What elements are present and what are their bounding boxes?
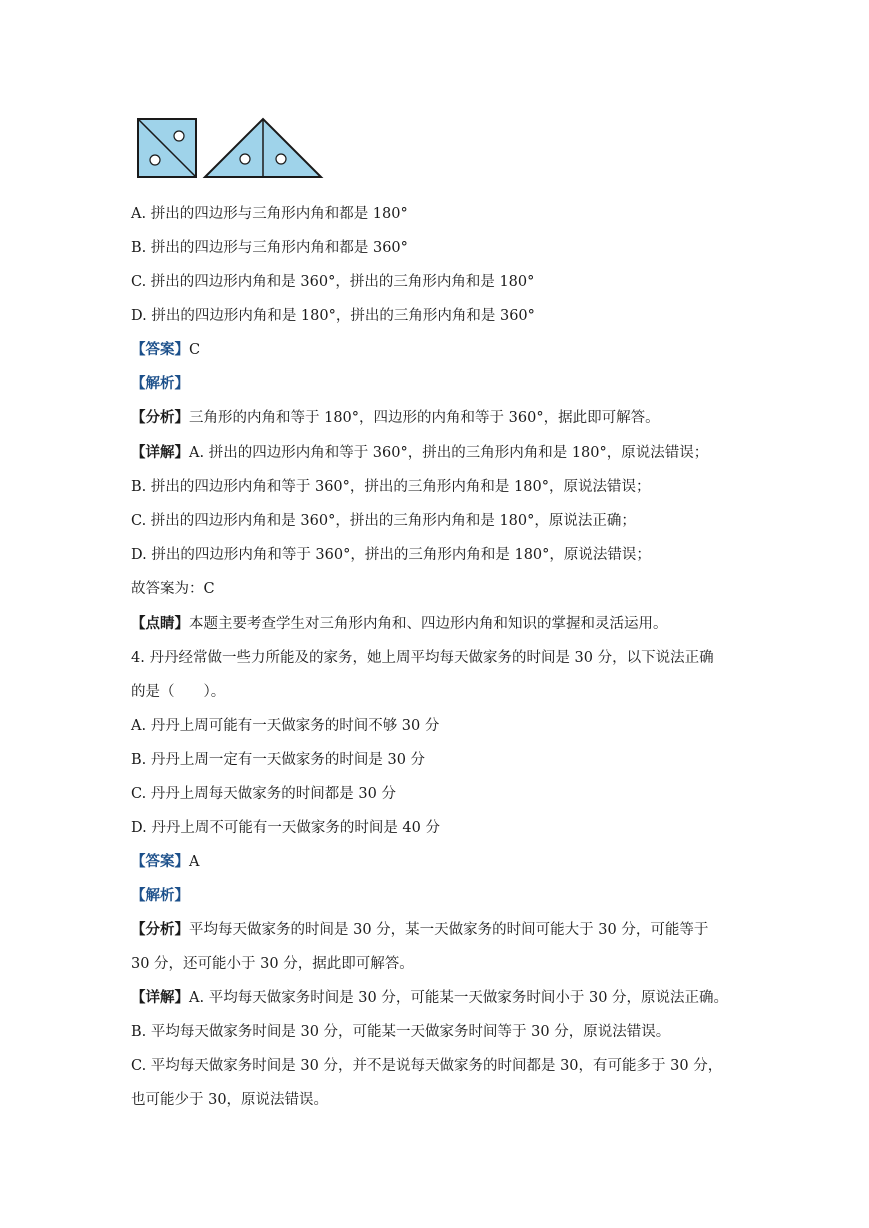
text-line	[131, 750, 425, 770]
triangle-dot-right	[276, 154, 286, 164]
line-text: B. 丹丹上周一定有一天做家务的时间是 30 分	[131, 752, 426, 768]
line-text: D. 拼出的四边形内角和等于 360°，拼出的三角形内角和是 180°，原说法错误；	[131, 547, 651, 563]
text-line	[131, 340, 200, 360]
text-line	[131, 648, 714, 668]
text-line	[131, 204, 408, 224]
square-dot-lower	[150, 155, 160, 165]
line-text: 三角形的内角和等于 180°，四边形的内角和等于 360°，据此即可解答。	[189, 410, 660, 426]
section-tag: 【分析】	[131, 921, 189, 938]
section-tag: 【点睛】	[131, 615, 189, 632]
text-line	[131, 477, 650, 497]
shapes-drawing	[133, 114, 333, 184]
text-line	[131, 408, 660, 428]
text-line	[131, 1022, 670, 1042]
line-text: 30 分，还可能小于 30 分，据此即可解答。	[131, 956, 414, 972]
section-tag: 【答案】	[131, 853, 189, 870]
text-line	[131, 1056, 722, 1076]
line-text: A	[189, 854, 200, 870]
triangle-puzzle-figure	[133, 114, 333, 184]
text-line	[131, 988, 728, 1008]
line-text: 本题主要考查学生对三角形内角和、四边形内角和知识的掌握和灵活运用。	[189, 616, 668, 632]
section-tag: 【详解】	[131, 989, 189, 1006]
line-text: 也可能少于 30，原说法错误。	[131, 1092, 329, 1108]
text-line	[131, 545, 651, 565]
line-text: 平均每天做家务的时间是 30 分，某一天做家务的时间可能大于 30 分，可能等于	[189, 922, 709, 938]
line-text: A. 拼出的四边形与三角形内角和都是 180°	[131, 206, 408, 222]
line-text: A. 平均每天做家务时间是 30 分，可能某一天做家务时间小于 30 分，原说法正确。	[189, 990, 729, 1006]
line-text: A. 丹丹上周可能有一天做家务的时间不够 30 分	[131, 718, 440, 734]
text-line	[131, 443, 708, 463]
section-tag: 【解析】	[131, 375, 189, 392]
section-tag: 【解析】	[131, 887, 189, 904]
text-line	[131, 784, 396, 804]
section-tag: 【分析】	[131, 409, 189, 426]
text-line	[131, 511, 636, 531]
section-tag: 【详解】	[131, 444, 189, 461]
text-line	[131, 818, 440, 838]
text-line	[131, 614, 668, 634]
text-line	[131, 954, 414, 974]
text-line	[131, 716, 439, 736]
text-line	[131, 374, 189, 394]
text-line	[131, 886, 189, 906]
line-text: B. 平均每天做家务时间是 30 分，可能某一天做家务时间等于 30 分，原说法错误。	[131, 1024, 671, 1040]
line-text: D. 丹丹上周不可能有一天做家务的时间是 40 分	[131, 820, 440, 836]
square-dot-upper	[174, 131, 184, 141]
line-text: 4. 丹丹经常做一些力所能及的家务，她上周平均每天做家务的时间是 30 分，以下说法正确	[131, 650, 714, 666]
triangle-dot-left	[240, 154, 250, 164]
section-tag: 【答案】	[131, 341, 189, 358]
line-text: C. 拼出的四边形内角和是 360°，拼出的三角形内角和是 180°，原说法正确；	[131, 513, 636, 529]
line-text: D. 拼出的四边形内角和是 180°，拼出的三角形内角和是 360°	[131, 308, 535, 324]
line-text: B. 拼出的四边形与三角形内角和都是 360°	[131, 240, 408, 256]
text-line	[131, 579, 215, 599]
line-text: C. 拼出的四边形内角和是 360°，拼出的三角形内角和是 180°	[131, 274, 535, 290]
line-text: 故答案为：C	[131, 581, 215, 597]
text-line	[131, 306, 535, 326]
text-line	[131, 682, 225, 702]
text-line	[131, 920, 708, 940]
line-text: A. 拼出的四边形内角和等于 360°，拼出的三角形内角和是 180°，原说法错误；	[189, 445, 709, 461]
line-text: C. 平均每天做家务时间是 30 分，并不是说每天做家务的时间都是 30，有可能多于 30 分，	[131, 1058, 723, 1074]
text-line	[131, 1090, 328, 1110]
text-line	[131, 852, 199, 872]
line-text: B. 拼出的四边形内角和等于 360°，拼出的三角形内角和是 180°，原说法错误；	[131, 479, 651, 495]
line-text: C	[189, 342, 201, 358]
line-text: C. 丹丹上周每天做家务的时间都是 30 分	[131, 786, 396, 802]
line-text: 的是（ ）。	[131, 684, 226, 700]
text-line	[131, 272, 534, 292]
text-line	[131, 238, 408, 258]
